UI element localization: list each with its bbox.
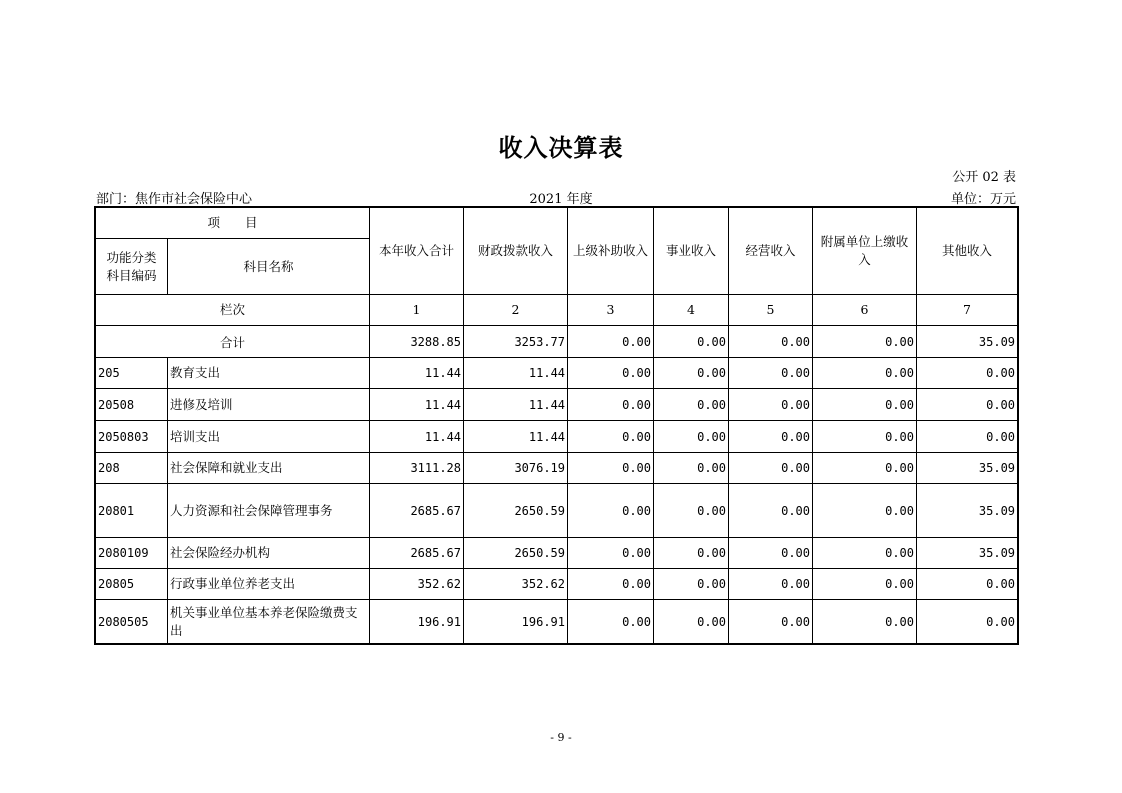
row-value: 0.00 bbox=[568, 538, 654, 569]
header-col-3: 上级补助收入 bbox=[568, 208, 654, 295]
header-row-project bbox=[96, 208, 1018, 239]
row-value: 0.00 bbox=[813, 453, 917, 484]
row-value: 0.00 bbox=[813, 600, 917, 644]
form-number: 公开 02 表 bbox=[952, 170, 1016, 185]
total-value: 3288.85 bbox=[370, 326, 464, 358]
row-code: 208 bbox=[96, 453, 168, 484]
row-value: 35.09 bbox=[917, 484, 1018, 538]
table-row bbox=[96, 600, 1018, 644]
column-index-row bbox=[96, 295, 1018, 326]
row-value: 0.00 bbox=[917, 569, 1018, 600]
row-subject-name: 进修及培训 bbox=[168, 389, 370, 421]
row-code: 2080109 bbox=[96, 538, 168, 569]
column-index-6: 6 bbox=[813, 295, 917, 326]
column-index-5: 5 bbox=[729, 295, 813, 326]
fiscal-year: 2021 年度 bbox=[529, 192, 593, 207]
row-value: 0.00 bbox=[813, 484, 917, 538]
total-value: 0.00 bbox=[729, 326, 813, 358]
row-value: 11.44 bbox=[370, 358, 464, 389]
page-number: - 9 - bbox=[550, 731, 572, 744]
row-subject-name: 人力资源和社会保障管理事务 bbox=[168, 484, 370, 538]
row-value: 3111.28 bbox=[370, 453, 464, 484]
row-value: 0.00 bbox=[568, 421, 654, 453]
row-subject-name: 社会保险经办机构 bbox=[168, 538, 370, 569]
unit-label: 单位：万元 bbox=[950, 192, 1016, 207]
header-col-2: 财政拨款收入 bbox=[464, 208, 568, 295]
row-subject-name: 行政事业单位养老支出 bbox=[168, 569, 370, 600]
total-value: 0.00 bbox=[813, 326, 917, 358]
page-title: 收入决算表 bbox=[498, 134, 624, 162]
row-value: 0.00 bbox=[568, 389, 654, 421]
table-row bbox=[96, 389, 1018, 421]
row-value: 0.00 bbox=[729, 600, 813, 644]
row-value: 35.09 bbox=[917, 453, 1018, 484]
header-col-1: 本年收入合计 bbox=[370, 208, 464, 295]
row-value: 0.00 bbox=[729, 569, 813, 600]
total-value: 0.00 bbox=[568, 326, 654, 358]
row-value: 0.00 bbox=[917, 389, 1018, 421]
row-value: 0.00 bbox=[654, 421, 729, 453]
row-subject-name: 教育支出 bbox=[168, 358, 370, 389]
total-row bbox=[96, 326, 1018, 358]
column-index-4: 4 bbox=[654, 295, 729, 326]
row-value: 0.00 bbox=[813, 421, 917, 453]
header-col-5: 经营收入 bbox=[729, 208, 813, 295]
row-value: 11.44 bbox=[464, 421, 568, 453]
row-subject-name: 社会保障和就业支出 bbox=[168, 453, 370, 484]
row-value: 0.00 bbox=[654, 389, 729, 421]
row-value: 0.00 bbox=[813, 569, 917, 600]
row-value: 0.00 bbox=[654, 569, 729, 600]
row-value: 2650.59 bbox=[464, 538, 568, 569]
row-code: 20805 bbox=[96, 569, 168, 600]
row-value: 2685.67 bbox=[370, 484, 464, 538]
row-value: 0.00 bbox=[917, 358, 1018, 389]
row-subject-name: 培训支出 bbox=[168, 421, 370, 453]
row-value: 0.00 bbox=[654, 484, 729, 538]
row-value: 0.00 bbox=[813, 358, 917, 389]
row-value: 0.00 bbox=[917, 600, 1018, 644]
row-value: 0.00 bbox=[729, 453, 813, 484]
row-code: 2050803 bbox=[96, 421, 168, 453]
table-row bbox=[96, 358, 1018, 389]
row-value: 352.62 bbox=[370, 569, 464, 600]
row-value: 196.91 bbox=[464, 600, 568, 644]
row-value: 11.44 bbox=[464, 389, 568, 421]
header-subject-name: 科目名称 bbox=[168, 239, 370, 295]
row-value: 0.00 bbox=[654, 358, 729, 389]
column-index-7: 7 bbox=[917, 295, 1018, 326]
row-code: 20508 bbox=[96, 389, 168, 421]
row-code: 2080505 bbox=[96, 600, 168, 644]
column-index-2: 2 bbox=[464, 295, 568, 326]
row-value: 11.44 bbox=[370, 421, 464, 453]
row-value: 0.00 bbox=[729, 389, 813, 421]
row-value: 0.00 bbox=[654, 538, 729, 569]
header-col-6: 附属单位上缴收 入 bbox=[813, 208, 917, 295]
row-value: 0.00 bbox=[568, 569, 654, 600]
row-value: 11.44 bbox=[464, 358, 568, 389]
column-index-1: 1 bbox=[370, 295, 464, 326]
row-value: 0.00 bbox=[917, 421, 1018, 453]
row-value: 0.00 bbox=[654, 453, 729, 484]
header-col-7: 其他收入 bbox=[917, 208, 1018, 295]
row-value: 0.00 bbox=[729, 421, 813, 453]
total-value: 0.00 bbox=[654, 326, 729, 358]
row-code: 205 bbox=[96, 358, 168, 389]
row-value: 2685.67 bbox=[370, 538, 464, 569]
row-value: 0.00 bbox=[813, 538, 917, 569]
row-value: 35.09 bbox=[917, 538, 1018, 569]
row-value: 0.00 bbox=[654, 600, 729, 644]
income-table bbox=[95, 207, 1018, 644]
table-row bbox=[96, 538, 1018, 569]
column-index-3: 3 bbox=[568, 295, 654, 326]
table-row bbox=[96, 484, 1018, 538]
row-value: 0.00 bbox=[813, 389, 917, 421]
row-index-label: 栏次 bbox=[96, 295, 370, 326]
row-subject-name: 机关事业单位基本养老保险缴费支出 bbox=[168, 600, 370, 644]
row-code: 20801 bbox=[96, 484, 168, 538]
total-label: 合计 bbox=[96, 326, 370, 358]
total-value: 3253.77 bbox=[464, 326, 568, 358]
header-func-code: 功能分类 科目编码 bbox=[96, 239, 168, 295]
row-value: 0.00 bbox=[568, 453, 654, 484]
row-value: 0.00 bbox=[729, 358, 813, 389]
row-value: 0.00 bbox=[729, 484, 813, 538]
row-value: 11.44 bbox=[370, 389, 464, 421]
row-value: 3076.19 bbox=[464, 453, 568, 484]
total-value: 35.09 bbox=[917, 326, 1018, 358]
row-value: 0.00 bbox=[568, 358, 654, 389]
header-project: 项 目 bbox=[96, 208, 370, 239]
row-value: 352.62 bbox=[464, 569, 568, 600]
row-value: 0.00 bbox=[568, 484, 654, 538]
row-value: 0.00 bbox=[729, 538, 813, 569]
department-label: 部门：焦作市社会保险中心 bbox=[96, 192, 253, 207]
row-value: 0.00 bbox=[568, 600, 654, 644]
table-row bbox=[96, 569, 1018, 600]
table-row bbox=[96, 421, 1018, 453]
table-row bbox=[96, 453, 1018, 484]
row-value: 2650.59 bbox=[464, 484, 568, 538]
header-col-4: 事业收入 bbox=[654, 208, 729, 295]
row-value: 196.91 bbox=[370, 600, 464, 644]
